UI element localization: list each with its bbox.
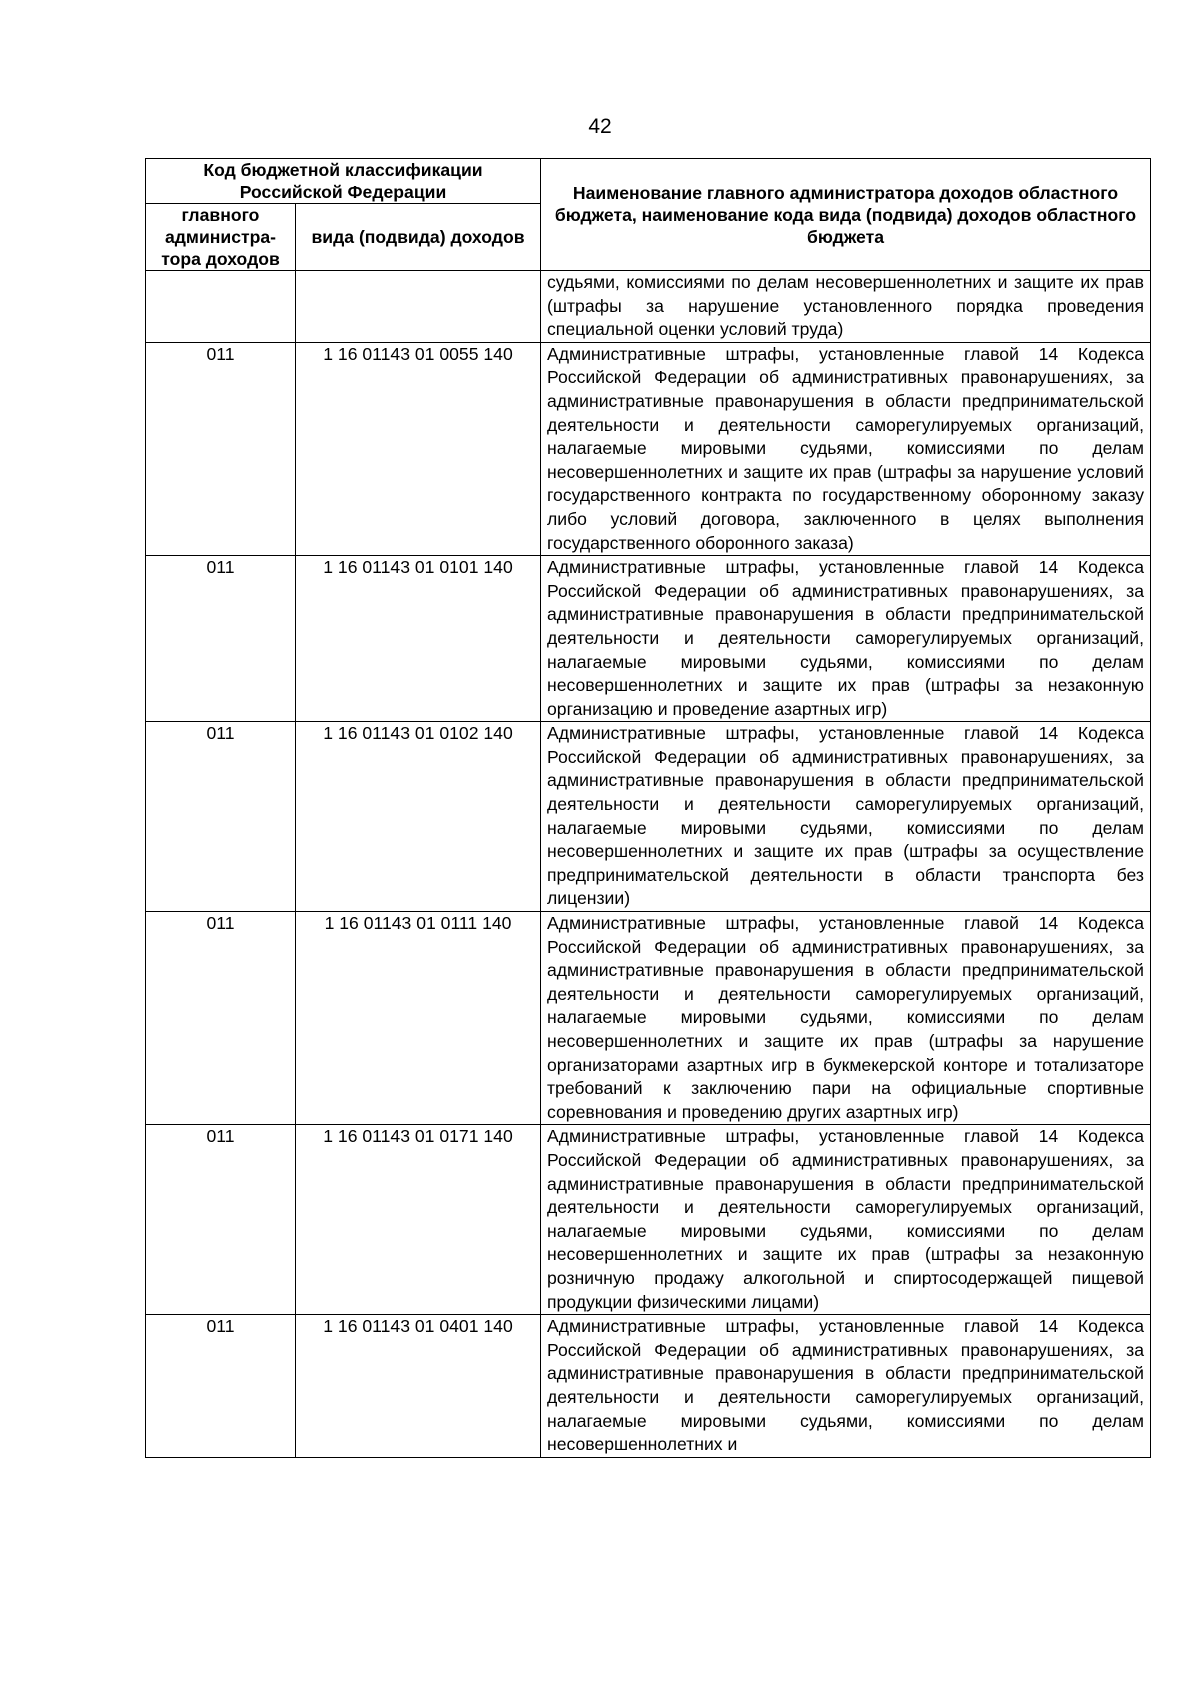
table-row xyxy=(146,1125,1151,1315)
header-row-1 xyxy=(146,159,1151,204)
income-name-text: судьями, комиссиями по делам несовершеннолетних и защите их прав (штрафы за нарушение установленного порядка проведения специальной оценки условий труда) xyxy=(547,272,1144,340)
admin-code-cell: 011 xyxy=(146,1315,296,1458)
income-code-cell: 1 16 01143 01 0101 140 xyxy=(296,556,541,722)
table-row xyxy=(146,271,1151,343)
table-row xyxy=(146,1315,1151,1458)
table-header xyxy=(146,159,1151,271)
income-name-text: Административные штрафы, установленные главой 14 Кодекса Российской Федерации об административных правонарушениях, за административные правонарушения в области предпринимательской деятельности и деятельности саморегулируемых организаций, налагаемые мировыми судьями, комиссиями по делам несовершеннолетних и xyxy=(547,1316,1144,1455)
income-name-cell xyxy=(541,556,1151,722)
income-name-text: Административные штрафы, установленные главой 14 Кодекса Российской Федерации об административных правонарушениях, за административные правонарушения в области предпринимательской деятельности и деятельности саморегулируемых организаций, налагаемые мировыми судьями, комиссиями по делам несовершеннолетних и защите их прав (штрафы за незаконную розничную продажу алкогольной и спиртосодержащей пищевой продукции физическими лицами) xyxy=(547,1126,1144,1312)
income-name-cell xyxy=(541,912,1151,1125)
table-row xyxy=(146,912,1151,1125)
income-name-text: Административные штрафы, установленные главой 14 Кодекса Российской Федерации об административных правонарушениях, за административные правонарушения в области предпринимательской деятельности и деятельности саморегулируемых организаций, налагаемые мировыми судьями, комиссиями по делам несовершеннолетних и защите их прав (штрафы за нарушение условий государственного контракта по государственному оборонному заказу либо условий договора, заключенного в целях выполнения государственного оборонного заказа) xyxy=(547,343,1144,553)
admin-code-cell: 011 xyxy=(146,342,296,555)
budget-classification-table xyxy=(145,158,1151,1458)
table-row xyxy=(146,556,1151,722)
table-row xyxy=(146,722,1151,912)
income-name-text: Административные штрафы, установленные главой 14 Кодекса Российской Федерации об административных правонарушениях, за административные правонарушения в области предпринимательской деятельности и деятельности саморегулируемых организаций, налагаемые мировыми судьями, комиссиями по делам несовершеннолетних и защите их прав (штрафы за осуществление предпринимательской деятельности в области транспорта без лицензии) xyxy=(547,723,1144,909)
admin-code-cell: 011 xyxy=(146,556,296,722)
table-body xyxy=(146,271,1151,1458)
page-number: 42 xyxy=(588,115,612,138)
header-code-column: вида (подвида) доходов xyxy=(296,204,541,271)
admin-code-cell: 011 xyxy=(146,1125,296,1315)
header-classification-code: Код бюджетной классификации Российской Федерации xyxy=(146,159,541,204)
admin-code-cell: 011 xyxy=(146,912,296,1125)
income-name-text: Административные штрафы, установленные главой 14 Кодекса Российской Федерации об административных правонарушениях, за административные правонарушения в области предпринимательской деятельности и деятельности саморегулируемых организаций, налагаемые мировыми судьями, комиссиями по делам несовершеннолетних и защите их прав (штрафы за нарушение организаторами азартных игр в букмекерской конторе и тотализаторе требований к заключению пари на официальные спортивные соревнования и проведению других азартных игр) xyxy=(547,913,1144,1122)
table-row xyxy=(146,342,1151,555)
income-code-cell xyxy=(296,271,541,343)
income-name-cell xyxy=(541,1125,1151,1315)
income-name-cell xyxy=(541,271,1151,343)
admin-code-cell xyxy=(146,271,296,343)
income-name-text: Административные штрафы, установленные главой 14 Кодекса Российской Федерации об административных правонарушениях, за административные правонарушения в области предпринимательской деятельности и деятельности саморегулируемых организаций, налагаемые мировыми судьями, комиссиями по делам несовершеннолетних и защите их прав (штрафы за незаконную организацию и проведение азартных игр) xyxy=(547,557,1144,719)
income-name-cell xyxy=(541,1315,1151,1458)
income-name-cell xyxy=(541,342,1151,555)
income-code-cell: 1 16 01143 01 0401 140 xyxy=(296,1315,541,1458)
income-code-cell: 1 16 01143 01 0111 140 xyxy=(296,912,541,1125)
header-name-column: Наименование главного администратора доходов областного бюджета, наименование кода вида (подвида) доходов областного бюджета xyxy=(541,159,1151,271)
income-code-cell: 1 16 01143 01 0102 140 xyxy=(296,722,541,912)
admin-code-cell: 011 xyxy=(146,722,296,912)
income-name-cell xyxy=(541,722,1151,912)
header-admin-column: главного администра-тора доходов xyxy=(146,204,296,271)
income-code-cell: 1 16 01143 01 0055 140 xyxy=(296,342,541,555)
income-code-cell: 1 16 01143 01 0171 140 xyxy=(296,1125,541,1315)
